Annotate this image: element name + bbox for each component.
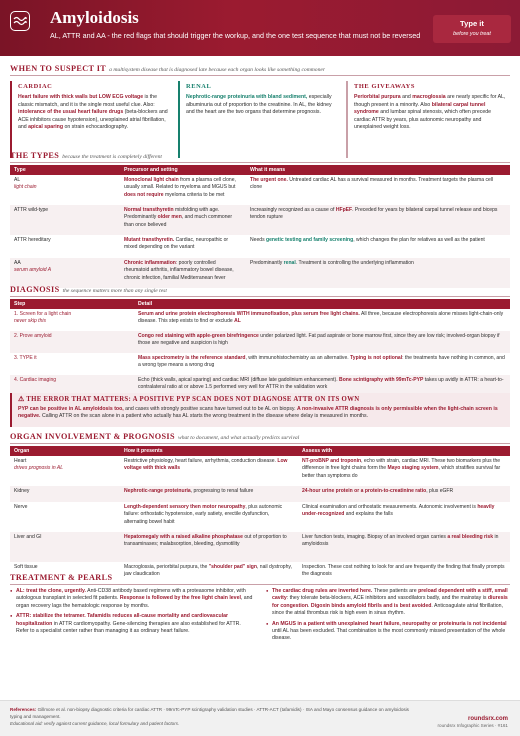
section-title: DIAGNOSIS xyxy=(10,285,60,294)
organ-name: Kidney xyxy=(14,488,30,495)
list-item: ● ATTR: stabilize the tetramer. Tafamidis reduces all-cause mortality and cardiovascular hospitalization in ATTR cardiomyopathy. Gene-silencing therapies are also established for ATTR. Refer to a specialist center rather than managing it as ordinary heart failure. xyxy=(10,613,254,635)
section-title: ORGAN INVOLVEMENT & PROGNOSIS xyxy=(10,432,175,441)
table-row: ATTR wild-type Normal transthyretin misfolding with age. Predominantly older men, and much commoner than once believed Increasingly recognized as a cause of HFpEF. Preceded for years by bilateral carpal tunnel release and biceps tendon rupture xyxy=(10,205,510,235)
table-row: Liver and GI Hepatomegaly with a raised alkaline phosphatase out of proportion to transaminases; malabsorption, bleeding, dysmotility Liver function tests, imaging. Biopsy of an involved organ carries a real bleeding risk in amyloidosis xyxy=(10,532,510,562)
type-name: ATTR wild-type xyxy=(14,207,49,214)
section-subtitle: the sequence matters more than any single test xyxy=(62,288,167,294)
divider xyxy=(10,162,510,163)
type-sub: serum amyloid A xyxy=(14,267,52,274)
column-header: Step xyxy=(10,299,134,309)
list-item: ● AL: treat the clone, urgently. Anti-CD38 antibody based regimens with a proteasome inhibitor, with autologous transplant in selected fit patients. Response is followed by the free light chain level, and organ recovery lags the hematologic response by months. xyxy=(10,588,254,610)
organ-name: Soft tissue xyxy=(14,564,38,571)
types-table xyxy=(10,165,510,288)
column-header: How it presents xyxy=(120,446,298,456)
pearls-list-left xyxy=(10,588,254,638)
divider xyxy=(10,75,510,76)
header-banner xyxy=(0,0,520,56)
footer xyxy=(0,700,520,736)
step-label: 3. TYPE it xyxy=(14,355,37,362)
card-renal xyxy=(178,81,344,158)
organ-sub: drives prognosis in AL xyxy=(14,465,64,472)
organ-name: Nerve xyxy=(14,504,28,511)
table-row: AL light chain Monoclonal light chain from a plasma cell clone, usually small. Related to myeloma and MGUS but does not require myeloma criteria to be met The urgent one. Untreated cardiac AL has a survival measured in months. Treatment targets the plasma cell clone xyxy=(14,177,494,198)
references: References: Gillmore et al. non-biopsy diagnostic criteria for cardiac ATTR · 99mTc-PYP scintigraphy validation studies · ATTR-ACT (tafamidis) · ISA and Mayo consensus guidance on amyloidosis typing and management. Educational aid: verify against current guidance, local formulary and patient factors. xyxy=(10,707,409,726)
table-row: 2. Prove amyloid Congo red staining with apple-green birefringence under polarized light. Fat pad aspirate or bone marrow first, since they are low risk; involved-organ biopsy if those are negative and suspicion is high xyxy=(10,331,510,353)
card-text: Periorbital purpura and macroglossia are nearly specific for AL, though present in a minority. Also bilateral carpal tunnel syndrome and lumbar spinal stenosis, which often precede cardiac ATTR by years, plus autonomic neuropathy and unexplained weight loss. xyxy=(354,93,506,131)
table-row: 4. Cardiac imaging Echo (thick walls, apical sparing) and cardiac MRI (diffuse late gadolinium enhancement). Bone scintigraphy with 99mTc-PYP takes up avidly in ATTR: a heart-to-contralateral ratio at or above 1.5 performed very well for ATTR in the validation work xyxy=(10,375,510,397)
pearls-list-right xyxy=(266,588,510,646)
type-name: ATTR hereditary xyxy=(14,237,51,244)
table-row: Soft tissue Macroglossia, periorbital purpura, the "shoulder pad" sign, nail dystrophy, jaw claudication Inspection. These cost nothing to look for and are frequently the finding that finally prompts the diagnosis xyxy=(14,564,505,578)
type-name: AL xyxy=(14,177,21,184)
card-title: CARDIAC xyxy=(18,83,53,90)
section-subtitle: because the treatment is completely different xyxy=(62,154,162,160)
warning-text: PYP can be positive in AL amyloidosis too, and cases with strongly positive scans have turned out to be AL on biopsy. A non-invasive ATTR diagnosis is only permissible when the light-chain screen is negative. Calling ATTR on the scan alone in a patient who actually has AL starts the wrong treatment in the disease where delay is measured in months. xyxy=(18,405,498,419)
section-subtitle: what to document, and what actually predicts survival xyxy=(177,435,300,441)
table-row: Nerve Length-dependent sensory then motor neuropathy, plus autonomic failure: orthostatic hypotension, early satiety, erectile dysfunction, alternating bowel habit Clinical examination and orthostatic measurements. Autonomic involvement is heavily under-recognized and explains the falls xyxy=(14,504,495,525)
section-heading-organ xyxy=(10,431,299,443)
step-label: 4. Cardiac imaging xyxy=(14,377,57,384)
warning-title: ⚠ THE ERROR THAT MATTERS: A POSITIVE PYP SCAN DOES NOT DIAGNOSE ATTR ON ITS OWN xyxy=(18,396,360,403)
section-title: THE TYPES xyxy=(10,151,60,160)
page-subtitle: AL, ATTR and AA - the red flags that should trigger the workup, and the one test sequence that must not be reversed xyxy=(50,31,421,40)
table-row: Kidney Nephrotic-range proteinuria, progressing to renal failure 24-hour urine protein or a protein-to-creatinine ratio, plus eGFR xyxy=(10,486,510,502)
divider xyxy=(10,584,510,585)
organ-name: Liver and GI xyxy=(14,534,42,541)
card-text: Heart failure with thick walls but LOW ECG voltage is the classic mismatch, and it is the single most useful clue. Also: intolerance of the usual heart failure drugs (beta-blockers and ACE inhibitors cause hypotension), unexplained atrial fibrillation, and apical sparing on strain echocardiography. xyxy=(18,93,168,131)
table-row: 3. TYPE it Mass spectrometry is the reference standard, with immunohistochemistry as an alternative. Typing is not optional: the treatments have nothing in common, and a wrong type means a wrong drug xyxy=(14,355,505,369)
table-header-row xyxy=(10,446,510,456)
card-text: Nephrotic-range proteinuria with bland sediment, especially albuminuria out of proportion to the creatinine. In AL, the kidney and the heart are the two organs that determine prognosis. xyxy=(186,93,332,116)
table-row: AA serum amyloid A Chronic inflammation: poorly controlled rheumatoid arthritis, inflammatory bowel disease, chronic infection, familial Mediterranean fever Predominantly renal. Treatment is controlling the underlying inflammation xyxy=(10,258,510,288)
organ-name: Heart xyxy=(14,458,27,465)
warning-callout xyxy=(10,393,510,427)
section-title: WHEN TO SUSPECT IT xyxy=(10,64,107,73)
disclaimer: Educational aid: verify against current guidance, local formulary and patient factors. xyxy=(10,720,180,726)
table-row: 1. Screen for a light chain never skip this Serum and urine protein electrophoresis WITH immunofixation, plus serum free light chains. All three, because electrophoresis alone misses light-chain-only disease. This step exists to find or exclude AL xyxy=(14,311,504,325)
divider xyxy=(10,296,510,297)
list-item: ● The cardiac drug rules are inverted here. These patients are preload dependent with a stiff, small cavity: they tolerate beta-blockers, ACE inhibitors and vasodilators badly, and the mainstay is diuresis for congestion. Digoxin binds amyloid fibrils and is best avoided. Anticoagulate atrial fibrillation, since the atrial thrombus risk is high even in sinus rhythm. xyxy=(266,588,510,618)
card-giveaways xyxy=(346,81,512,158)
column-header: What it means xyxy=(246,165,510,175)
card-title: THE GIVEAWAYS xyxy=(354,83,416,90)
section-heading-pearls xyxy=(10,572,115,583)
page-title: Amyloidosis xyxy=(50,8,139,27)
table-row: Heart drives prognosis in AL Restrictive physiology, heart failure, arrhythmia, conduction disease. Low voltage with thick walls NT-proBNP and troponin, echo with strain, cardiac MRI. These two biomarkers plus the difference in free light chains form the Mayo staging system, which stratifies survival far better than symptoms do xyxy=(14,458,501,479)
type-it-badge xyxy=(433,15,511,43)
section-heading-diagnosis xyxy=(10,284,167,296)
site-link[interactable]: roundsrx.com xyxy=(467,716,508,722)
badge-subtitle: before you treat xyxy=(453,30,491,37)
step-label: 1. Screen for a light chain xyxy=(14,311,72,318)
table-header-row xyxy=(10,299,510,309)
section-heading-suspect xyxy=(10,63,325,75)
table-row: ATTR hereditary Mutant transthyretin. Cardiac, neuropathic or mixed depending on the variant Needs genetic testing and family screening, which changes the plan for relatives as well as the patient xyxy=(14,237,485,251)
section-title: TREATMENT & PEARLS xyxy=(10,573,113,582)
column-header: Precursor and setting xyxy=(120,165,246,175)
organ-table xyxy=(10,446,510,584)
series-label: roundsrx Infographic Series · #161 xyxy=(437,723,508,728)
card-title: RENAL xyxy=(186,83,212,90)
section-heading-types xyxy=(10,150,162,162)
type-sub: light chain xyxy=(14,184,37,191)
divider xyxy=(10,443,510,444)
badge-title: Type it xyxy=(460,19,484,28)
column-header: Detail xyxy=(134,299,510,309)
column-header: Organ xyxy=(10,446,120,456)
step-label: 2. Prove amyloid xyxy=(14,333,52,340)
column-header: Type xyxy=(10,165,120,175)
table-header-row xyxy=(10,165,510,175)
diagnosis-table xyxy=(10,299,510,397)
type-name: AA xyxy=(14,260,21,267)
column-header: Assess with xyxy=(298,446,510,456)
step-sub: never skip this xyxy=(14,318,46,325)
wave-logo-icon xyxy=(10,11,30,31)
section-subtitle: a multisystem disease that is diagnosed late because each organ looks like something commoner xyxy=(109,67,326,73)
card-cardiac xyxy=(10,81,176,158)
list-item: ● An MGUS in a patient with unexplained heart failure, neuropathy or proteinuria is not incidental until AL has been excluded. That combination is the most commonly missed presentation of the whole disease. xyxy=(266,621,510,643)
